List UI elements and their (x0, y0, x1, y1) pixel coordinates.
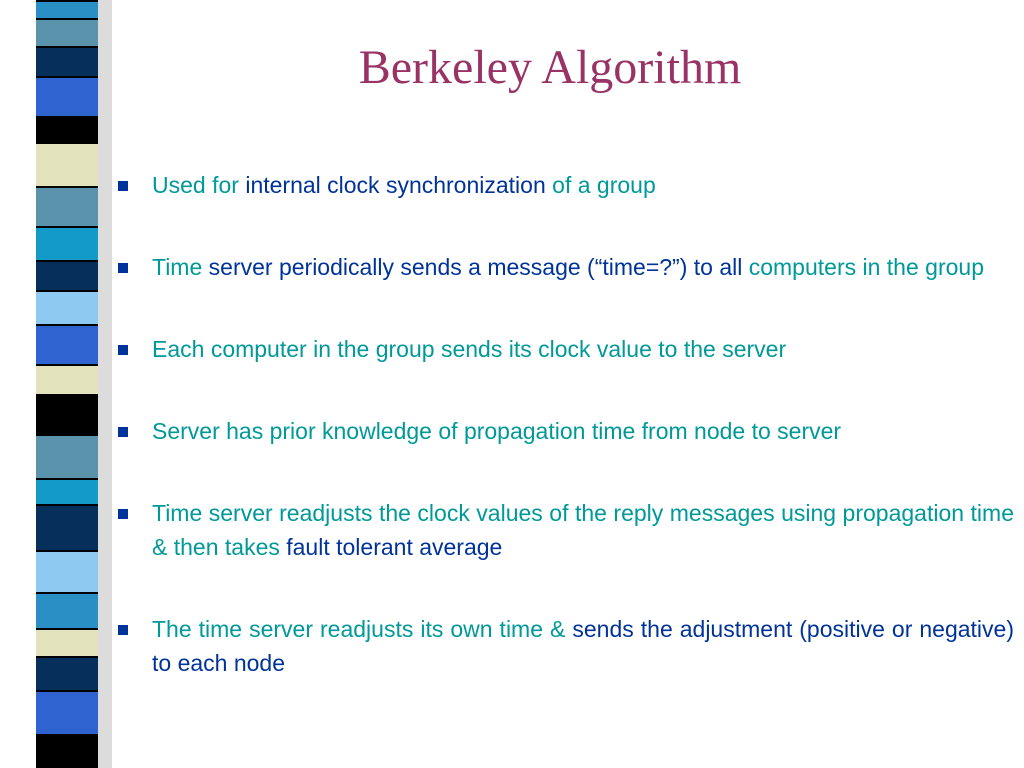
strip-band (36, 690, 98, 734)
bullet-text (152, 336, 786, 362)
bullet-segment: computers in the group (748, 254, 984, 280)
square-bullet-icon (118, 181, 128, 191)
bullet-segment: of a group (545, 172, 656, 198)
bullet-segment: Time (152, 254, 209, 280)
decorative-strip (0, 0, 118, 768)
strip-band (36, 592, 98, 628)
strip-band (36, 116, 98, 142)
bullet-segment: Each computer in the group sends its clock value to the server (152, 336, 787, 362)
square-bullet-icon (118, 345, 128, 355)
strip-band (36, 550, 98, 592)
bullet-item (116, 332, 1014, 366)
bullet-text (152, 418, 841, 444)
bullet-item (116, 168, 1014, 202)
strip-band (36, 226, 98, 260)
square-bullet-icon (118, 625, 128, 635)
strip-band (36, 142, 98, 186)
bullet-item (116, 496, 1014, 564)
square-bullet-icon (118, 509, 128, 519)
square-bullet-icon (118, 427, 128, 437)
strip-bands (36, 0, 98, 768)
bullet-segment: Server has prior knowledge of propagation time from node to server (152, 418, 842, 444)
strip-band (36, 628, 98, 656)
strip-band (36, 290, 98, 324)
bullet-item (116, 250, 1014, 284)
strip-band (36, 18, 98, 46)
bullet-text (152, 616, 1014, 676)
slide-title: Berkeley Algorithm (358, 41, 742, 94)
bullet-list (116, 168, 1014, 680)
bullet-segment: fault tolerant average (286, 534, 503, 560)
strip-band (36, 0, 98, 18)
strip-shadow (98, 0, 112, 768)
strip-band (36, 76, 98, 116)
strip-edge (0, 0, 36, 768)
strip-band (36, 364, 98, 394)
bullet-segment: server periodically sends a message (“time=?”) to all (208, 254, 749, 280)
strip-band (36, 656, 98, 690)
strip-band (36, 478, 98, 504)
bullet-segment: sends the adjustment (positive or negative) to each node (152, 616, 1014, 676)
strip-band (36, 394, 98, 434)
bullet-text (152, 254, 984, 280)
strip-band (36, 434, 98, 478)
bullet-segment: internal clock synchronization (245, 172, 546, 198)
strip-band (36, 324, 98, 364)
strip-band (36, 504, 98, 550)
bullet-text (152, 172, 656, 198)
square-bullet-icon (118, 263, 128, 273)
strip-band (36, 260, 98, 290)
bullet-segment: The time server readjusts its own time & (152, 616, 573, 642)
bullet-item (116, 612, 1014, 680)
strip-band (36, 46, 98, 76)
bullet-segment: Used for (152, 172, 246, 198)
bullet-text (152, 500, 1014, 560)
bullet-segment: Time server readjusts the clock values of the reply messages using propagation time & then takes (152, 500, 1014, 560)
bullet-item (116, 414, 1014, 448)
strip-band (36, 186, 98, 226)
strip-band (36, 734, 98, 768)
